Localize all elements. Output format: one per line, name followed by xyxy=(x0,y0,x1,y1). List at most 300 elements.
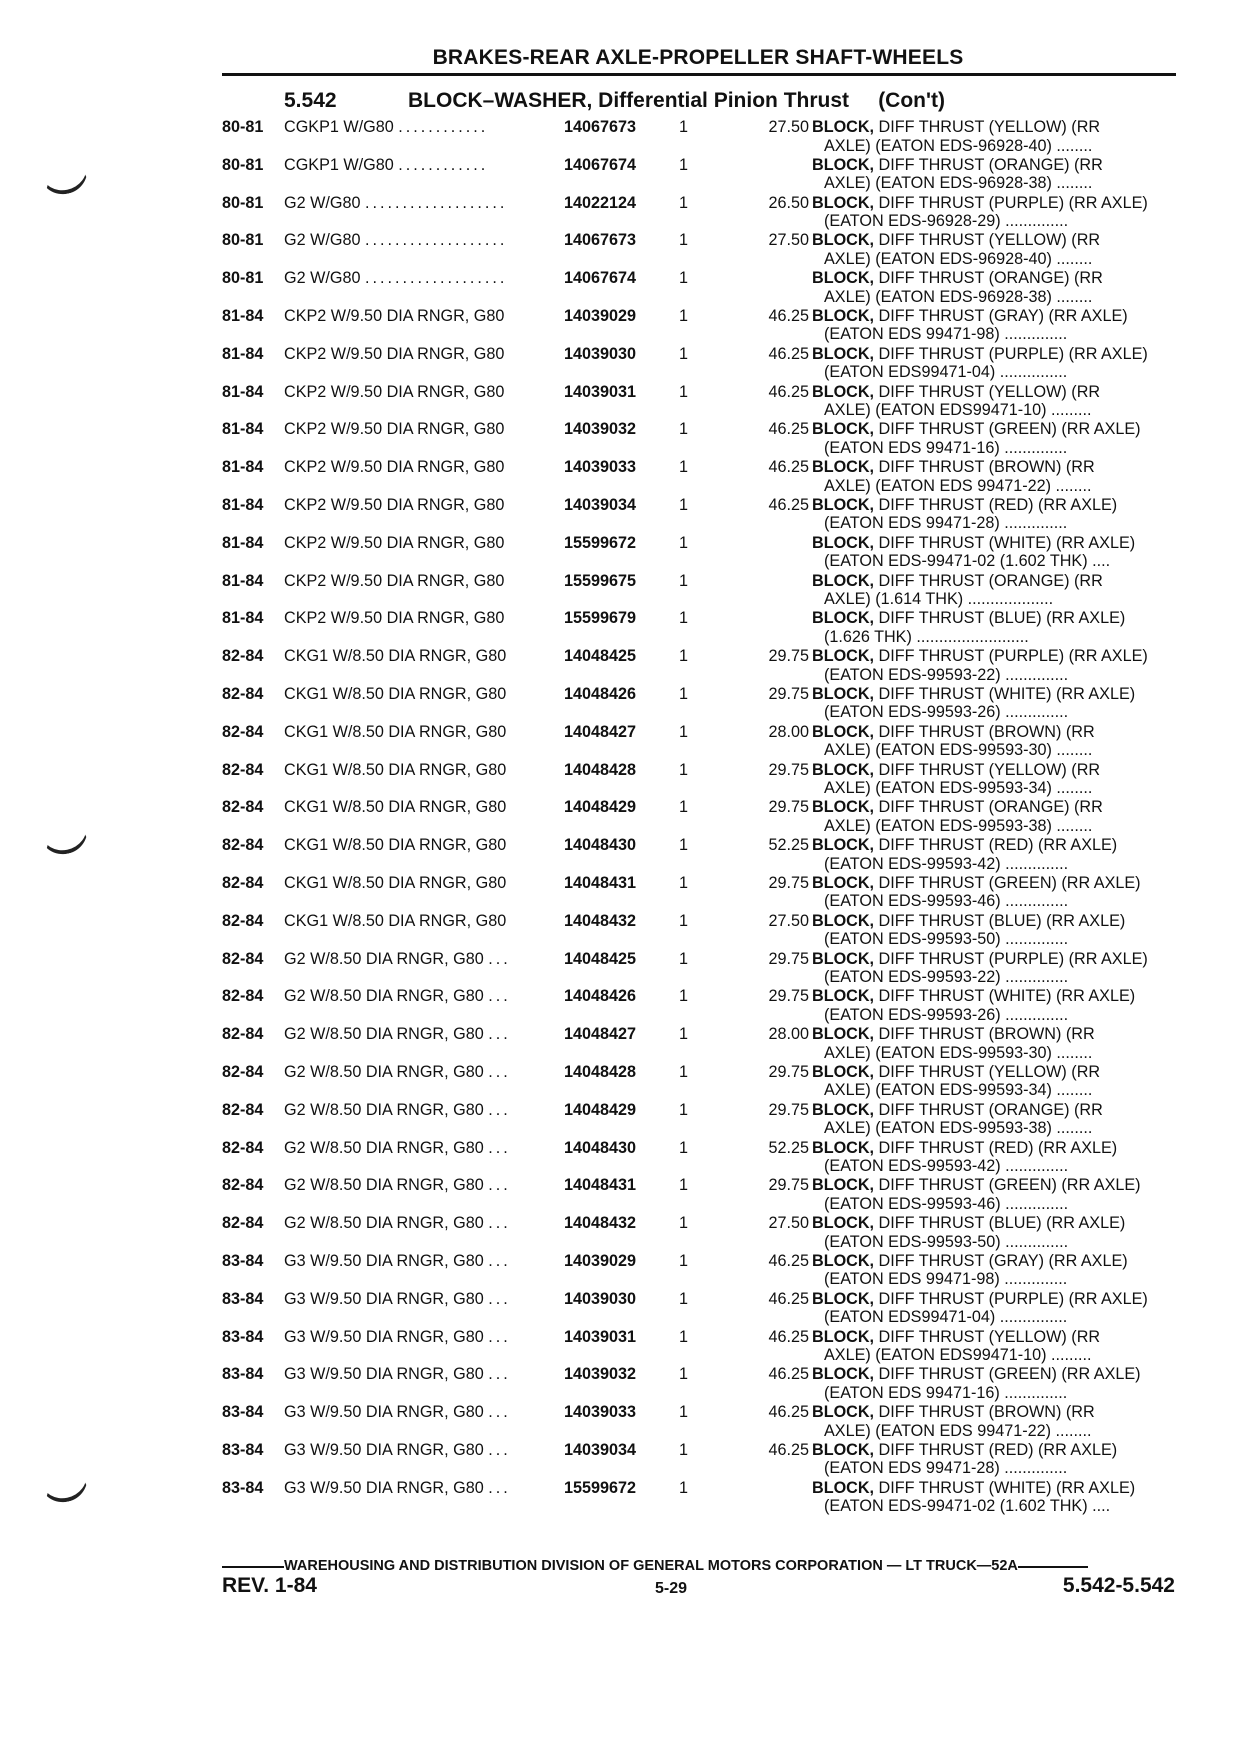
description-line-1 xyxy=(812,798,1197,817)
description-line-2: (EATON EDS 99471-28) .............. xyxy=(824,514,1068,533)
table-row xyxy=(222,950,1182,988)
model-name: G2 W/8.50 DIA RNGR, G80 xyxy=(284,1214,484,1233)
model-years: 82-84 xyxy=(222,798,264,817)
price: 46.25 xyxy=(768,1365,809,1384)
description xyxy=(812,269,1197,306)
description-head: BLOCK, xyxy=(812,1214,875,1233)
part-number: 14048431 xyxy=(564,1176,637,1195)
table-row xyxy=(222,156,1182,194)
description-head: BLOCK, xyxy=(812,949,875,968)
quantity: 1 xyxy=(679,1478,689,1497)
model-name: G3 W/9.50 DIA RNGR, G80 xyxy=(284,1365,484,1384)
model-years: 83-84 xyxy=(222,1251,264,1270)
description xyxy=(812,685,1197,722)
quantity: 1 xyxy=(679,1100,689,1119)
description-head: BLOCK, xyxy=(812,1403,875,1422)
model-years: 83-84 xyxy=(222,1365,264,1384)
model-application xyxy=(284,1403,574,1422)
model-years: 81-84 xyxy=(222,382,264,401)
model-name: CKG1 W/8.50 DIA RNGR, G80 xyxy=(284,836,507,855)
model-years: 80-81 xyxy=(222,155,264,174)
part-number: 14048429 xyxy=(564,1100,637,1119)
quantity: 1 xyxy=(679,798,689,817)
description-line-2: (EATON EDS 99471-98) .............. xyxy=(824,325,1068,344)
quantity: 1 xyxy=(679,193,689,212)
price: 26.50 xyxy=(768,193,809,212)
price: 46.25 xyxy=(768,420,809,439)
model-name: CGKP1 W/G80 xyxy=(284,118,394,136)
binder-hole xyxy=(37,1463,92,1506)
description-line-1 xyxy=(812,912,1197,931)
description-text: DIFF THRUST (GREEN) (RR AXLE) xyxy=(878,1365,1141,1384)
part-number: 14039030 xyxy=(564,1289,637,1308)
description xyxy=(812,912,1197,949)
description-line-1 xyxy=(812,1328,1197,1347)
table-row xyxy=(222,647,1182,685)
table-row xyxy=(222,1214,1182,1252)
part-number: 15599672 xyxy=(564,533,637,552)
model-application xyxy=(284,609,574,628)
description-line-1 xyxy=(812,874,1197,893)
model-name: G2 W/8.50 DIA RNGR, G80 xyxy=(284,1100,484,1119)
price: 28.00 xyxy=(768,1025,809,1044)
part-number: 14039029 xyxy=(564,306,637,325)
description-line-2: (EATON EDS-99593-26) .............. xyxy=(824,703,1069,722)
model-name: G2 W/8.50 DIA RNGR, G80 xyxy=(284,987,484,1006)
table-row xyxy=(222,1328,1182,1366)
footer-section-range: 5.542-5.542 xyxy=(1062,1574,1175,1597)
description-text: DIFF THRUST (YELLOW) (RR xyxy=(878,1327,1101,1346)
table-row xyxy=(222,987,1182,1025)
part-number: 14048425 xyxy=(564,949,637,968)
table-row xyxy=(222,1441,1182,1479)
description xyxy=(812,1290,1197,1327)
description-line-1 xyxy=(812,496,1197,515)
description-line-2: AXLE) (EATON EDS-99593-34) ........ xyxy=(824,1081,1093,1100)
description xyxy=(812,383,1197,420)
model-years: 83-84 xyxy=(222,1289,264,1308)
description-line-2: (EATON EDS 99471-16) .............. xyxy=(824,1383,1068,1402)
quantity: 1 xyxy=(679,155,689,174)
description-line-1 xyxy=(812,231,1197,250)
model-application xyxy=(284,950,574,969)
price: 27.50 xyxy=(768,118,809,136)
table-row xyxy=(222,723,1182,761)
price: 29.75 xyxy=(768,684,809,703)
description xyxy=(812,534,1197,571)
description-line-1 xyxy=(812,987,1197,1006)
description-head: BLOCK, xyxy=(812,155,875,174)
description-text: DIFF THRUST (BLUE) (RR AXLE) xyxy=(878,911,1126,930)
description-text: DIFF THRUST (GRAY) (RR AXLE) xyxy=(878,306,1128,325)
quantity: 1 xyxy=(679,382,689,401)
description-line-1 xyxy=(812,761,1197,780)
description-head: BLOCK, xyxy=(812,873,875,892)
model-application xyxy=(284,874,574,893)
part-number: 14022124 xyxy=(564,193,637,212)
table-row xyxy=(222,231,1182,269)
description-line-1 xyxy=(812,458,1197,477)
model-years: 81-84 xyxy=(222,344,264,363)
description-line-1 xyxy=(812,269,1197,288)
model-application xyxy=(284,345,574,364)
description-line-2: AXLE) (EATON EDS-96928-40) ........ xyxy=(824,136,1093,155)
description-text: DIFF THRUST (PURPLE) (RR AXLE) xyxy=(878,647,1148,666)
part-number: 14048426 xyxy=(564,684,637,703)
part-number: 14048425 xyxy=(564,647,637,666)
description-text: DIFF THRUST (ORANGE) (RR xyxy=(878,571,1103,590)
description-line-1 xyxy=(812,1063,1197,1082)
model-years: 82-84 xyxy=(222,1062,264,1081)
part-number: 14048427 xyxy=(564,1025,637,1044)
part-number: 14067674 xyxy=(564,269,637,288)
leader-dots: ................... xyxy=(364,193,508,212)
description-text: DIFF THRUST (GREEN) (RR AXLE) xyxy=(878,1176,1141,1195)
description-text: DIFF THRUST (RED) (RR AXLE) xyxy=(878,1440,1118,1459)
description-text: DIFF THRUST (RED) (RR AXLE) xyxy=(878,495,1118,514)
price: 46.25 xyxy=(768,344,809,363)
description xyxy=(812,231,1197,268)
description-head: BLOCK, xyxy=(812,306,875,325)
model-application xyxy=(284,1290,574,1309)
model-application xyxy=(284,1328,574,1347)
model-name: CKP2 W/9.50 DIA RNGR, G80 xyxy=(284,420,505,439)
model-years: 82-84 xyxy=(222,836,264,855)
price: 27.50 xyxy=(768,911,809,930)
leader-dots: ... xyxy=(488,1251,511,1270)
leader-dots: ............ xyxy=(398,118,489,136)
description-text: DIFF THRUST (GRAY) (RR AXLE) xyxy=(878,1251,1128,1270)
part-number: 14067673 xyxy=(564,118,637,136)
description-head: BLOCK, xyxy=(812,269,875,288)
model-application xyxy=(284,836,574,855)
model-application xyxy=(284,1139,574,1158)
description-line-1 xyxy=(812,345,1197,364)
model-name: G2 W/G80 xyxy=(284,193,361,212)
description-line-1 xyxy=(812,1441,1197,1460)
description-head: BLOCK, xyxy=(812,1176,875,1195)
part-number: 14048426 xyxy=(564,987,637,1006)
footer-page-number: 5-29 xyxy=(655,1580,688,1597)
model-application xyxy=(284,458,574,477)
model-years: 82-84 xyxy=(222,1100,264,1119)
description-line-2: AXLE) (EATON EDS-96928-38) ........ xyxy=(824,287,1093,306)
part-number: 14048431 xyxy=(564,873,637,892)
model-application xyxy=(284,1101,574,1120)
model-name: G2 W/G80 xyxy=(284,231,361,250)
binder-hole xyxy=(37,815,92,858)
price: 52.25 xyxy=(768,1138,809,1157)
table-row xyxy=(222,761,1182,799)
description-head: BLOCK, xyxy=(812,911,875,930)
description-text: DIFF THRUST (YELLOW) (RR xyxy=(878,231,1101,250)
description-text: DIFF THRUST (BROWN) (RR xyxy=(878,1025,1095,1044)
description-head: BLOCK, xyxy=(812,344,875,363)
model-name: CKG1 W/8.50 DIA RNGR, G80 xyxy=(284,647,507,666)
model-application xyxy=(284,269,574,288)
part-number: 14048430 xyxy=(564,1138,637,1157)
model-name: CKG1 W/8.50 DIA RNGR, G80 xyxy=(284,760,507,779)
leader-dots: ... xyxy=(488,1478,511,1497)
description-line-2: AXLE) (EATON EDS-96928-40) ........ xyxy=(824,249,1093,268)
description-text: DIFF THRUST (BROWN) (RR xyxy=(878,458,1095,477)
model-application xyxy=(284,912,574,931)
model-years: 81-84 xyxy=(222,306,264,325)
leader-dots: ... xyxy=(488,1365,511,1384)
description-line-2: AXLE) (EATON EDS-99593-34) ........ xyxy=(824,779,1093,798)
quantity: 1 xyxy=(679,118,689,136)
model-name: CKP2 W/9.50 DIA RNGR, G80 xyxy=(284,344,505,363)
part-number: 14048427 xyxy=(564,722,637,741)
model-years: 80-81 xyxy=(222,193,264,212)
description-line-1 xyxy=(812,609,1197,628)
description-line-2: (EATON EDS99471-04) ............... xyxy=(824,363,1068,382)
description-text: DIFF THRUST (YELLOW) (RR xyxy=(878,118,1101,136)
description-line-1 xyxy=(812,307,1197,326)
table-row xyxy=(222,307,1182,345)
part-number: 14039034 xyxy=(564,495,637,514)
table-row xyxy=(222,1479,1182,1517)
model-application xyxy=(284,572,574,591)
description xyxy=(812,1101,1197,1138)
leader-dots: ... xyxy=(488,1025,511,1044)
model-name: CKP2 W/9.50 DIA RNGR, G80 xyxy=(284,306,505,325)
description-line-2: (EATON EDS-99593-46) .............. xyxy=(824,892,1069,911)
description-line-2: AXLE) (EATON EDS-99593-38) ........ xyxy=(824,1119,1093,1138)
description xyxy=(812,420,1197,457)
part-number: 15599675 xyxy=(564,571,637,590)
price: 27.50 xyxy=(768,231,809,250)
description-line-2: (1.626 THK) ......................... xyxy=(824,627,1029,646)
model-years: 82-84 xyxy=(222,1138,264,1157)
description-line-2: (EATON EDS-99593-26) .............. xyxy=(824,1005,1069,1024)
description-text: DIFF THRUST (WHITE) (RR AXLE) xyxy=(878,987,1136,1006)
table-row xyxy=(222,1176,1182,1214)
model-application xyxy=(284,987,574,1006)
model-application xyxy=(284,798,574,817)
description-head: BLOCK, xyxy=(812,1289,875,1308)
description xyxy=(812,798,1197,835)
quantity: 1 xyxy=(679,1327,689,1346)
price: 46.25 xyxy=(768,1289,809,1308)
table-row xyxy=(222,874,1182,912)
model-name: CKG1 W/8.50 DIA RNGR, G80 xyxy=(284,873,507,892)
description-line-2: (EATON EDS-99593-42) .............. xyxy=(824,854,1069,873)
model-name: CKP2 W/9.50 DIA RNGR, G80 xyxy=(284,533,505,552)
part-number: 14039031 xyxy=(564,382,637,401)
leader-dots: ... xyxy=(488,1062,511,1081)
part-number: 15599679 xyxy=(564,609,637,628)
description-head: BLOCK, xyxy=(812,722,875,741)
quantity: 1 xyxy=(679,949,689,968)
description-line-1 xyxy=(812,534,1197,553)
description xyxy=(812,761,1197,798)
part-number: 14048432 xyxy=(564,911,637,930)
table-row xyxy=(222,609,1182,647)
table-row xyxy=(222,496,1182,534)
description-head: BLOCK, xyxy=(812,118,875,136)
model-name: G3 W/9.50 DIA RNGR, G80 xyxy=(284,1289,484,1308)
description-head: BLOCK, xyxy=(812,1365,875,1384)
model-name: G2 W/8.50 DIA RNGR, G80 xyxy=(284,1025,484,1044)
description-line-1 xyxy=(812,950,1197,969)
quantity: 1 xyxy=(679,1289,689,1308)
model-name: G3 W/9.50 DIA RNGR, G80 xyxy=(284,1478,484,1497)
model-name: G2 W/8.50 DIA RNGR, G80 xyxy=(284,1176,484,1195)
part-number: 14039031 xyxy=(564,1327,637,1346)
quantity: 1 xyxy=(679,1365,689,1384)
description-text: DIFF THRUST (PURPLE) (RR AXLE) xyxy=(878,344,1148,363)
description-line-1 xyxy=(812,572,1197,591)
part-number: 14039033 xyxy=(564,458,637,477)
section-title: BLOCK–WASHER, Differential Pinion Thrust (Con't) xyxy=(408,89,945,112)
model-years: 82-84 xyxy=(222,873,264,892)
table-row xyxy=(222,836,1182,874)
description-text: DIFF THRUST (BLUE) (RR AXLE) xyxy=(878,609,1126,628)
description-line-2: (EATON EDS-99593-22) .............. xyxy=(824,968,1069,987)
model-name: G2 W/8.50 DIA RNGR, G80 xyxy=(284,1138,484,1157)
table-row xyxy=(222,1290,1182,1328)
part-number: 14039032 xyxy=(564,420,637,439)
model-application xyxy=(284,1025,574,1044)
leader-dots: ... xyxy=(488,1440,511,1459)
model-years: 82-84 xyxy=(222,987,264,1006)
model-name: CKG1 W/8.50 DIA RNGR, G80 xyxy=(284,911,507,930)
quantity: 1 xyxy=(679,987,689,1006)
model-application xyxy=(284,647,574,666)
model-years: 83-84 xyxy=(222,1403,264,1422)
model-name: CKG1 W/8.50 DIA RNGR, G80 xyxy=(284,722,507,741)
table-row xyxy=(222,1365,1182,1403)
description-head: BLOCK, xyxy=(812,495,875,514)
leader-dots: ... xyxy=(488,1100,511,1119)
quantity: 1 xyxy=(679,609,689,628)
model-years: 83-84 xyxy=(222,1327,264,1346)
description-text: DIFF THRUST (RED) (RR AXLE) xyxy=(878,1138,1118,1157)
table-row xyxy=(222,269,1182,307)
model-name: G2 W/G80 xyxy=(284,269,361,288)
model-application xyxy=(284,1479,574,1498)
model-name: CKP2 W/9.50 DIA RNGR, G80 xyxy=(284,458,505,477)
model-application xyxy=(284,534,574,553)
description-line-2: AXLE) (EATON EDS-99593-38) ........ xyxy=(824,816,1093,835)
table-row xyxy=(222,194,1182,232)
description-line-2: (EATON EDS 99471-98) .............. xyxy=(824,1270,1068,1289)
description-line-1 xyxy=(812,1025,1197,1044)
footer-division xyxy=(222,1558,1176,1574)
table-row xyxy=(222,912,1182,950)
quantity: 1 xyxy=(679,873,689,892)
table-row xyxy=(222,1139,1182,1177)
description-line-1 xyxy=(812,1479,1197,1498)
model-years: 81-84 xyxy=(222,609,264,628)
leader-dots: ... xyxy=(488,1214,511,1233)
price: 46.25 xyxy=(768,1440,809,1459)
description xyxy=(812,1176,1197,1213)
table-row xyxy=(222,1101,1182,1139)
price: 46.25 xyxy=(768,1251,809,1270)
description xyxy=(812,118,1197,155)
description-line-2: (EATON EDS 99471-28) .............. xyxy=(824,1459,1068,1478)
description-head: BLOCK, xyxy=(812,987,875,1006)
description-text: DIFF THRUST (YELLOW) (RR xyxy=(878,760,1101,779)
model-years: 81-84 xyxy=(222,495,264,514)
price: 46.25 xyxy=(768,306,809,325)
description-head: BLOCK, xyxy=(812,1440,875,1459)
description-text: DIFF THRUST (YELLOW) (RR xyxy=(878,1062,1101,1081)
description-head: BLOCK, xyxy=(812,420,875,439)
description-head: BLOCK, xyxy=(812,571,875,590)
description-line-1 xyxy=(812,1365,1197,1384)
table-row xyxy=(222,534,1182,572)
description-line-2: AXLE) (1.614 THK) ................... xyxy=(824,590,1054,609)
description xyxy=(812,307,1197,344)
quantity: 1 xyxy=(679,1025,689,1044)
description-text: DIFF THRUST (GREEN) (RR AXLE) xyxy=(878,873,1141,892)
description xyxy=(812,609,1197,646)
model-years: 82-84 xyxy=(222,949,264,968)
description-text: DIFF THRUST (PURPLE) (RR AXLE) xyxy=(878,949,1148,968)
table-row xyxy=(222,798,1182,836)
model-application xyxy=(284,1176,574,1195)
description-line-2: AXLE) (EATON EDS99471-10) ......... xyxy=(824,1346,1092,1364)
model-application xyxy=(284,761,574,780)
part-number: 14039029 xyxy=(564,1251,637,1270)
quantity: 1 xyxy=(679,344,689,363)
description-line-1 xyxy=(812,420,1197,439)
leader-dots: ... xyxy=(488,1403,511,1422)
binder-hole xyxy=(37,155,92,198)
description xyxy=(812,496,1197,533)
table-row xyxy=(222,420,1182,458)
description xyxy=(812,458,1197,495)
model-application xyxy=(284,685,574,704)
description-line-2: AXLE) (EATON EDS-99593-30) ........ xyxy=(824,1043,1093,1062)
price: 46.25 xyxy=(768,458,809,477)
description-head: BLOCK, xyxy=(812,1327,875,1346)
description-text: DIFF THRUST (GREEN) (RR AXLE) xyxy=(878,420,1141,439)
price: 29.75 xyxy=(768,798,809,817)
model-application xyxy=(284,231,574,250)
model-years: 81-84 xyxy=(222,571,264,590)
table-row xyxy=(222,345,1182,383)
description xyxy=(812,1479,1197,1516)
description-head: BLOCK, xyxy=(812,533,875,552)
quantity: 1 xyxy=(679,269,689,288)
price: 29.75 xyxy=(768,647,809,666)
part-number: 15599672 xyxy=(564,1478,637,1497)
part-number: 14067674 xyxy=(564,155,637,174)
description-text: DIFF THRUST (BROWN) (RR xyxy=(878,1403,1095,1422)
model-years: 83-84 xyxy=(222,1478,264,1497)
model-application xyxy=(284,307,574,326)
description xyxy=(812,572,1197,609)
part-number: 14039033 xyxy=(564,1403,637,1422)
model-name: G2 W/8.50 DIA RNGR, G80 xyxy=(284,1062,484,1081)
model-name: CKP2 W/9.50 DIA RNGR, G80 xyxy=(284,495,505,514)
model-name: CKG1 W/8.50 DIA RNGR, G80 xyxy=(284,684,507,703)
description-line-2: (EATON EDS-99593-42) .............. xyxy=(824,1157,1069,1176)
quantity: 1 xyxy=(679,1062,689,1081)
quantity: 1 xyxy=(679,1176,689,1195)
description-line-2: (EATON EDS-99593-50) .............. xyxy=(824,930,1069,949)
description-line-1 xyxy=(812,836,1197,855)
description-line-1 xyxy=(812,1403,1197,1422)
quantity: 1 xyxy=(679,231,689,250)
description xyxy=(812,345,1197,382)
quantity: 1 xyxy=(679,647,689,666)
model-name: CKP2 W/9.50 DIA RNGR, G80 xyxy=(284,609,505,628)
